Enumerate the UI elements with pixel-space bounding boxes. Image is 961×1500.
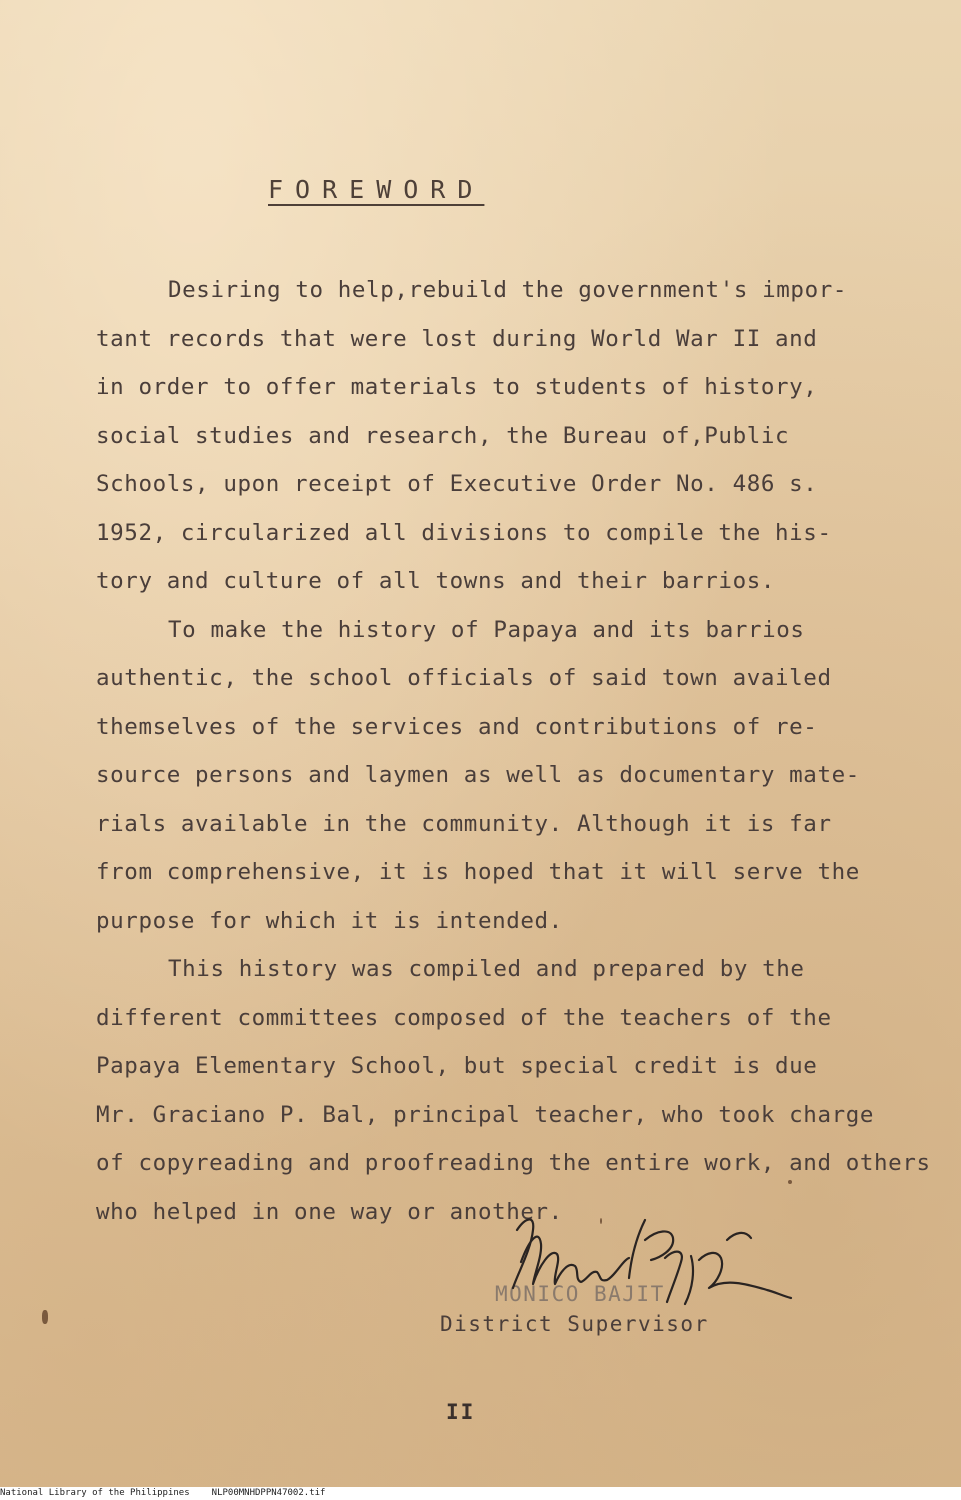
text-line: source persons and laymen as well as documentary mate-	[96, 762, 860, 788]
signature-block	[440, 1200, 820, 1350]
text-line: To make the history of Papaya and its barrios	[168, 616, 805, 643]
text-line: purpose for which it is intended.	[96, 907, 563, 934]
text-line: tory and culture of all towns and their barrios.	[96, 568, 776, 594]
paper-speck	[788, 1180, 792, 1184]
page-number: II	[446, 1400, 476, 1424]
text-line: themselves of the services and contributions of re-	[96, 713, 818, 740]
paper-speck	[42, 1310, 48, 1324]
paper-speck	[600, 1218, 602, 1224]
text-line: rials available in the community. Although it is far	[96, 810, 832, 837]
text-line: This history was compiled and prepared by the	[168, 956, 805, 982]
footer-filename: NLP00MNHDPPN47002.tif	[211, 1488, 326, 1498]
text-line: who helped in one way or another.	[96, 1198, 563, 1225]
footer-institution: National Library of the Philippines	[0, 1488, 190, 1498]
text-line: 1952, circularized all divisions to compile the his-	[96, 519, 832, 546]
document-title: FOREWORD	[268, 175, 485, 204]
text-line: tant records that were lost during World War II and	[96, 325, 818, 352]
archive-footer	[0, 1487, 961, 1500]
text-line: different committees composed of the teachers of the	[96, 1004, 832, 1031]
text-line: social studies and research, the Bureau of,Public	[96, 422, 790, 449]
foreword-body	[96, 266, 956, 1236]
text-line: Mr. Graciano P. Bal, principal teacher, who took charge	[96, 1101, 875, 1128]
text-line: Desiring to help,rebuild the government's impor-	[168, 277, 848, 303]
signatory-name: MONICO BAJIT	[495, 1282, 665, 1306]
text-line: Schools, upon receipt of Executive Order No. 486 s.	[96, 471, 818, 497]
signatory-title: District Supervisor	[440, 1312, 709, 1336]
text-line: from comprehensive, it is hoped that it will serve the	[96, 859, 860, 885]
text-line: in order to offer materials to students of history,	[96, 374, 818, 400]
text-line: authentic, the school officials of said town availed	[96, 665, 832, 691]
text-line: Papaya Elementary School, but special credit is due	[96, 1053, 818, 1079]
handwritten-signature	[495, 1200, 805, 1310]
text-line: of copyreading and proofreading the entire work, and others	[96, 1150, 931, 1176]
